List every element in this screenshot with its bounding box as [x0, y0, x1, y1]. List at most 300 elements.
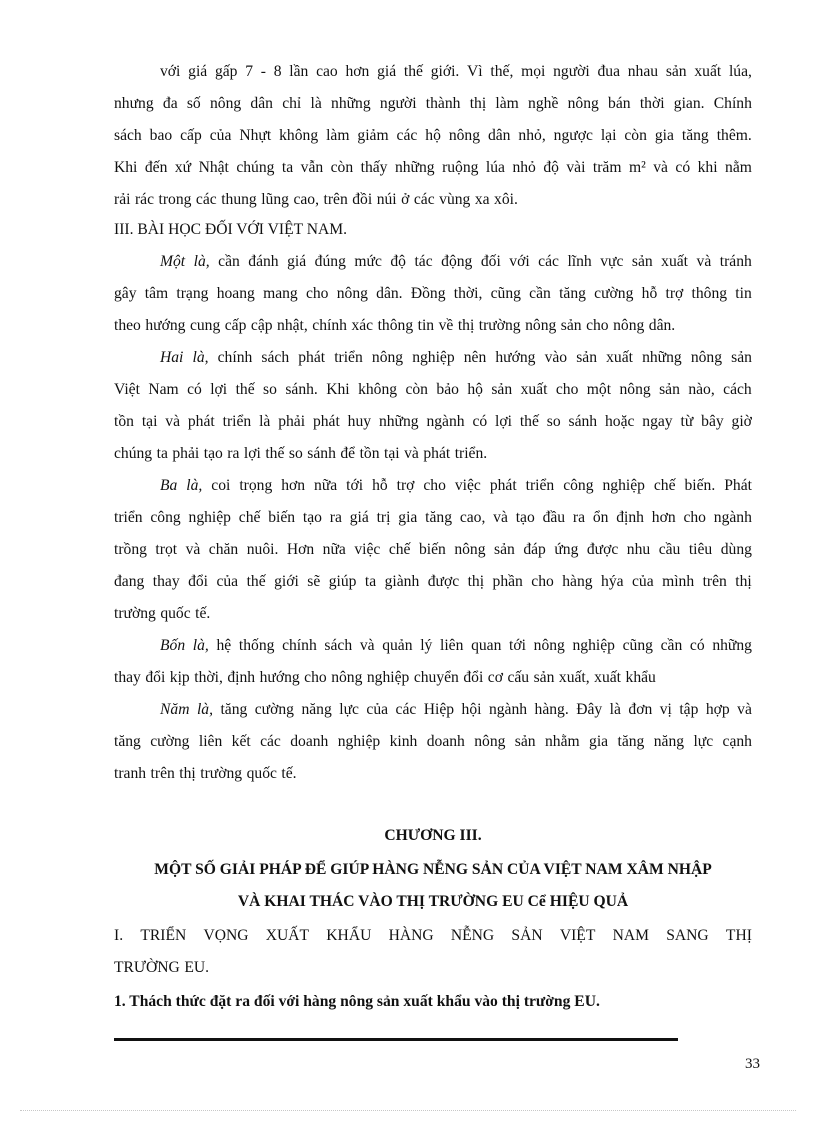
word: 8 — [273, 63, 282, 80]
word: còn — [330, 159, 354, 176]
word: trọt — [155, 541, 178, 558]
chapter-title-line: VÀ KHAI THÁC VÀO THỊ TRƯỜNG EU Cể HIỆU QUẢ — [237, 893, 629, 910]
word: ngành — [426, 413, 465, 430]
word: sánh — [307, 445, 336, 462]
word: cập — [250, 317, 273, 334]
word: tạo — [302, 509, 322, 526]
word: cho — [531, 573, 554, 590]
word: nghiệp — [572, 637, 615, 654]
word: thị — [179, 765, 196, 782]
word: xuất — [594, 669, 622, 686]
word: độ — [390, 253, 406, 270]
word: giành — [384, 573, 420, 590]
word: hệ — [216, 637, 232, 654]
word: Hơn — [286, 541, 315, 558]
word: cấp — [180, 127, 202, 144]
text-line — [114, 764, 752, 784]
word: tăng — [220, 701, 248, 718]
word: quản — [382, 637, 413, 654]
word: đổi — [145, 669, 166, 686]
word: giúp — [328, 573, 357, 590]
word: khi — [697, 159, 718, 176]
word: việc — [354, 541, 381, 558]
word: thời, — [453, 285, 483, 302]
word: sản — [533, 669, 555, 686]
word: lợi — [243, 445, 261, 462]
word: là, — [196, 701, 213, 718]
word: rải — [114, 191, 131, 208]
word: ta — [364, 573, 377, 590]
word: ra — [329, 509, 342, 526]
text-line — [114, 700, 752, 720]
word: lúa, — [728, 63, 752, 80]
word: sản — [631, 253, 653, 270]
word: cho — [683, 509, 706, 526]
word: người — [379, 95, 417, 112]
word: chúng — [236, 159, 275, 176]
word: dân. — [648, 317, 676, 334]
word: tác — [414, 253, 433, 270]
word: và — [404, 445, 419, 462]
word: đến — [144, 159, 168, 176]
word: tạo — [515, 509, 535, 526]
word: cho — [586, 317, 609, 334]
word: xuất — [694, 63, 722, 80]
word: thế, — [490, 63, 514, 80]
word: tới — [346, 477, 364, 494]
word: triển — [525, 477, 555, 494]
word: gây — [114, 285, 137, 302]
word: là — [310, 95, 322, 112]
word: ngay — [642, 413, 673, 430]
word: bán — [608, 95, 631, 112]
word: cũng — [490, 285, 521, 302]
word: và — [165, 413, 180, 430]
word: TRIỂN — [140, 927, 187, 944]
word: ngành — [713, 509, 752, 526]
word: sánh. — [285, 381, 318, 398]
word: HÀNG — [388, 927, 434, 944]
word: mức — [354, 253, 382, 270]
word: thống — [238, 637, 275, 654]
word: cấu — [507, 669, 530, 686]
word: kinh — [389, 733, 418, 750]
word: đồi — [352, 191, 373, 208]
word: những — [331, 95, 371, 112]
word: Vì — [467, 63, 483, 80]
word: bây — [701, 413, 724, 430]
word: vào — [544, 349, 568, 366]
word: nhu — [626, 541, 651, 558]
word: sẽ — [307, 573, 321, 590]
text-line — [114, 158, 752, 178]
word: tới — [509, 637, 526, 654]
word: thêm. — [716, 127, 752, 144]
word: trồng — [114, 541, 147, 558]
word: đang — [114, 573, 145, 590]
word: hơn — [345, 63, 370, 80]
word: sản — [560, 317, 582, 334]
word: chúng — [114, 445, 153, 462]
word: tăng — [114, 733, 141, 750]
word: sản — [659, 381, 680, 398]
word: lực — [693, 733, 714, 750]
word: dân. — [376, 285, 403, 302]
word: chính — [312, 317, 347, 334]
word: mình — [662, 573, 695, 590]
word: trợ — [396, 477, 415, 494]
word: thị — [457, 317, 475, 334]
word: đánh — [248, 253, 279, 270]
word: thế — [235, 381, 255, 398]
text-line — [114, 444, 752, 464]
word: bao — [149, 127, 173, 144]
word: cách — [723, 381, 752, 398]
word: SANG — [666, 927, 709, 944]
word: thị — [735, 573, 752, 590]
word: xuất, — [558, 669, 590, 686]
word: nông — [209, 95, 242, 112]
word: vực — [600, 253, 624, 270]
word: và — [185, 541, 201, 558]
word: giới — [274, 573, 299, 590]
word: ra — [227, 445, 240, 462]
word: thay — [114, 669, 141, 686]
word: hợp — [705, 701, 730, 718]
word: và — [696, 253, 712, 270]
word: nhỏ, — [518, 127, 546, 144]
word: là, — [192, 637, 209, 654]
word: Nhựt — [239, 127, 272, 144]
word: cấp — [224, 317, 247, 334]
word: cường — [254, 701, 294, 718]
word: mọi — [521, 63, 546, 80]
text-line — [114, 252, 752, 272]
word: sản — [665, 63, 687, 80]
word: là — [609, 701, 621, 718]
word: có — [187, 381, 202, 398]
word: chế — [653, 477, 676, 494]
word: không — [358, 381, 398, 398]
word: Chính — [713, 95, 752, 112]
word: thị — [469, 95, 487, 112]
word: là, — [186, 477, 203, 494]
word: xôi. — [494, 191, 518, 208]
word: sản — [491, 381, 513, 398]
word: Nam — [148, 381, 179, 398]
word: của — [366, 701, 389, 718]
word: đơn — [628, 701, 653, 718]
text-line — [114, 668, 752, 688]
word: đúng — [314, 253, 346, 270]
word: hướng — [259, 669, 300, 686]
word: còn — [624, 127, 647, 144]
word: cường — [594, 285, 634, 302]
word: ta — [281, 159, 294, 176]
word: sản — [494, 541, 515, 558]
word: NAM — [612, 927, 649, 944]
word: hộ — [425, 127, 441, 144]
word: tế. — [281, 765, 297, 782]
text-line — [114, 636, 752, 656]
text-line — [114, 732, 752, 752]
word: Khi — [114, 159, 138, 176]
word: ứng — [554, 541, 579, 558]
word: Một — [160, 253, 186, 270]
text-line — [114, 958, 752, 978]
word: của — [209, 127, 232, 144]
word: cạnh — [722, 733, 752, 750]
text-line — [114, 190, 752, 210]
word: tại — [141, 413, 158, 430]
word: tập — [679, 701, 699, 718]
word: vùng — [439, 191, 471, 208]
word: ta — [156, 445, 168, 462]
word: tồn — [359, 445, 380, 462]
word: quốc — [160, 605, 191, 622]
word: là — [259, 413, 271, 430]
word: vị — [659, 701, 672, 718]
word: lại — [600, 127, 617, 144]
word: nông — [533, 637, 565, 654]
word: Việt — [114, 381, 140, 398]
word: nữa — [322, 541, 346, 558]
word: của — [631, 573, 654, 590]
word: chế — [238, 509, 261, 526]
word: EU. — [184, 959, 209, 976]
word: về — [438, 317, 454, 334]
word: chế — [388, 541, 411, 558]
word: của — [216, 573, 239, 590]
word: và — [493, 509, 508, 526]
word: được — [586, 541, 619, 558]
word: cần — [660, 637, 683, 654]
word: biến — [268, 509, 296, 526]
word: Hai — [160, 349, 184, 366]
word: kết — [231, 733, 251, 750]
word: tăng — [681, 127, 709, 144]
word: Đây — [576, 701, 603, 718]
word: nông — [454, 541, 486, 558]
word: nông — [371, 349, 404, 366]
word: cho — [305, 285, 329, 302]
word: xuất — [661, 253, 689, 270]
word: trường — [478, 317, 521, 334]
word: I. — [114, 927, 124, 944]
word: Khi — [326, 381, 350, 398]
word: lúa — [485, 159, 505, 176]
word: tăng — [559, 285, 586, 302]
word: nhằm — [544, 733, 580, 750]
word: nhật, — [277, 317, 308, 334]
word: định — [616, 509, 644, 526]
word: chăn — [208, 541, 239, 558]
footer-rule — [114, 1038, 678, 1041]
section-heading-iii: III. BÀI HỌC ĐỐI VỚI VIỆT NAM. — [114, 221, 348, 238]
page-edge-divider — [20, 1110, 796, 1111]
word: trên — [150, 765, 175, 782]
word: thế — [246, 573, 266, 590]
word: gia — [654, 127, 674, 144]
word: doanh — [290, 733, 329, 750]
word: cần — [529, 285, 551, 302]
word: hội — [461, 701, 482, 718]
word: vẫn — [300, 159, 324, 176]
word: gấp — [214, 63, 238, 80]
text-line — [114, 412, 752, 432]
word: cung — [189, 317, 221, 334]
word: cần — [218, 253, 240, 270]
word: tiêu — [688, 541, 713, 558]
word: nên — [463, 349, 487, 366]
word: đổi — [188, 573, 209, 590]
word: xuất — [606, 349, 633, 366]
word: bảo — [436, 381, 459, 398]
word: nông — [525, 317, 557, 334]
word: gian. — [673, 95, 705, 112]
word: giá — [287, 253, 307, 270]
word: tế. — [195, 605, 211, 622]
word: nghiệp — [337, 733, 381, 750]
word: giá — [188, 63, 208, 80]
word: thời, — [194, 669, 223, 686]
word: hàng — [562, 573, 593, 590]
word: số — [186, 95, 201, 112]
word: sách — [324, 637, 353, 654]
word: với — [509, 253, 530, 270]
word: nào, — [688, 381, 715, 398]
word: để — [340, 445, 356, 462]
word: doanh — [426, 733, 465, 750]
word: nông — [331, 669, 363, 686]
word: đầu — [542, 509, 566, 526]
word: lợi — [210, 381, 228, 398]
word: thay — [152, 573, 180, 590]
word: biến. — [684, 477, 716, 494]
word: NỄNG — [450, 927, 495, 944]
word: nghề — [528, 95, 559, 112]
word: phát — [298, 349, 326, 366]
word: Hiệp — [423, 701, 455, 718]
word: tăng — [425, 509, 452, 526]
word: thế — [403, 63, 423, 80]
word: nông — [336, 285, 368, 302]
word: VIỆT — [559, 927, 596, 944]
word: các — [538, 253, 559, 270]
word: ổn — [592, 509, 609, 526]
word: hýa — [601, 573, 624, 590]
word: đổi — [463, 669, 484, 686]
word: Năm — [160, 701, 190, 718]
word: cho — [555, 381, 579, 398]
word: trường — [114, 605, 156, 622]
word: trong — [158, 191, 192, 208]
word: tồn — [114, 413, 134, 430]
word: rác — [134, 191, 154, 208]
word: ở — [401, 191, 410, 208]
word: các — [195, 191, 217, 208]
word: các — [260, 733, 281, 750]
word: những — [712, 637, 752, 654]
word: các — [395, 701, 417, 718]
text-line — [114, 348, 752, 368]
word: quốc — [246, 765, 277, 782]
word: ngược — [553, 127, 593, 144]
word: với — [160, 63, 181, 80]
word: trọng — [239, 477, 273, 494]
word: cho — [423, 477, 446, 494]
text-line — [114, 316, 752, 336]
word: giờ — [731, 413, 752, 430]
word: lực — [339, 701, 359, 718]
word: thế — [519, 413, 539, 430]
word: Bốn — [160, 637, 186, 654]
word: núi — [376, 191, 397, 208]
word: xa — [474, 191, 490, 208]
word: thế — [265, 445, 285, 462]
text-line — [114, 62, 752, 82]
word: thấy — [360, 159, 388, 176]
word: giá — [349, 509, 369, 526]
word: lĩnh — [567, 253, 592, 270]
word: nhưng — [114, 95, 154, 112]
word: phải — [278, 413, 306, 430]
word: KHẨU — [326, 927, 372, 944]
word: liên — [440, 637, 464, 654]
word: hỗ — [372, 477, 388, 494]
word: chuyển — [413, 669, 459, 686]
text-line — [114, 572, 752, 592]
word: Đồng — [410, 285, 446, 302]
word: vài — [566, 159, 586, 176]
word: liên — [198, 733, 223, 750]
word: hướng — [495, 349, 536, 366]
text-line — [114, 540, 752, 560]
word: tránh — [719, 253, 752, 270]
word: sách — [261, 349, 290, 366]
word: giảm — [357, 127, 389, 144]
word: các — [413, 191, 435, 208]
word: còn — [405, 381, 428, 398]
word: có — [675, 159, 691, 176]
word: xuất — [520, 381, 548, 398]
word: dân — [487, 127, 511, 144]
word: hoang — [216, 285, 255, 302]
word: phần — [492, 573, 523, 590]
word: đua — [597, 63, 620, 80]
word: Phát — [724, 477, 752, 494]
word: làm — [326, 127, 350, 144]
word: có — [689, 637, 705, 654]
word: cho — [304, 669, 327, 686]
text-line — [114, 284, 752, 304]
word: một — [586, 381, 612, 398]
word: thông — [691, 285, 728, 302]
word: nhau — [627, 63, 659, 80]
word: phát — [312, 413, 340, 430]
word: cầu — [658, 541, 681, 558]
word: hỗ — [641, 285, 658, 302]
word: hộ — [467, 381, 483, 398]
word: - — [260, 63, 266, 80]
word: động — [441, 253, 473, 270]
word: từ — [680, 413, 694, 430]
word: sản — [514, 733, 536, 750]
page-number: 33 — [745, 1056, 760, 1072]
word: dùng — [720, 541, 752, 558]
word: 7 — [245, 63, 254, 80]
word: người — [553, 63, 590, 80]
